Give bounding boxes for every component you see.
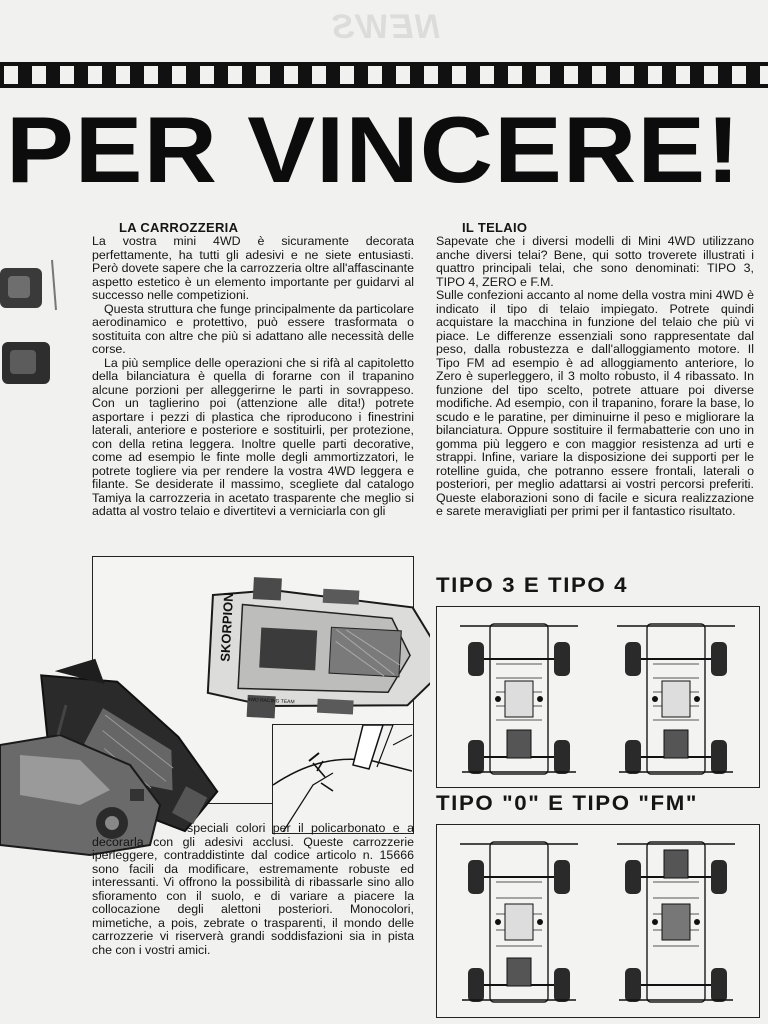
wheel [468,968,484,1002]
motor-housing [664,730,688,758]
bleed-through-text: NEWS [330,8,440,46]
checker-square [676,66,690,84]
wheel [711,968,727,1002]
carrozzeria-title: LA CARROZZERIA [119,220,239,235]
diagram-title-tipo-3-4: TIPO 3 E TIPO 4 [436,574,629,597]
wheel [625,968,641,1002]
checker-square [284,66,298,84]
screw [652,919,658,925]
checker-square [732,66,746,84]
battery-holder [505,904,533,940]
wheel [625,642,641,676]
wheel [711,642,727,676]
screw [537,919,543,925]
wheel [468,860,484,894]
checker-square [256,66,270,84]
screw [537,696,543,702]
checker-square [116,66,130,84]
checker-square [60,66,74,84]
carrozzeria-text [92,235,414,519]
wheel [468,740,484,774]
checker-square [312,66,326,84]
wheel [554,968,570,1002]
checker-square [704,66,718,84]
telaio-title: IL TELAIO [462,220,528,235]
battery-holder [505,681,533,717]
wheel [625,860,641,894]
motor-housing [507,730,531,758]
battery-holder [662,681,690,717]
checker-square [424,66,438,84]
wheel [711,860,727,894]
checker-square [480,66,494,84]
screw [652,696,658,702]
motor-housing [664,850,688,878]
car-body-text: SKORPION [217,592,237,663]
carrozzeria-paragraph: Questa struttura che funge principalmente da particolare aerodinamico e protettivo, può essere trasformata o sostituita con altre che più si adattano alle necessità delle corse. [92,301,414,356]
wheel [554,642,570,676]
wheel [554,860,570,894]
telaio-paragraph: Sapevate che i diversi modelli di Mini 4WD utilizzano anche diversi telai? Bene, qui sotto troverete illustrati i quattro principali telai, che sono denominati: TIPO 3, TIPO 4, ZERO e F.M. [436,234,754,289]
motor-housing [507,958,531,986]
diagram-title-tipo-0-fm: TIPO "0" E TIPO "FM" [436,792,699,815]
checker-square [564,66,578,84]
carrozzeria-text-continued [92,822,414,957]
car-body-small-text: 4WD RACING TEAM [247,696,295,706]
carrozzeria-paragraph: La vostra mini 4WD è sicuramente decorata perfettamente, ha tutti gli adesivi e ne siete entusiasti. Però dovete sapere che la carrozzeria oltre all'affascinante aspetto estetico è un elemento importante per guidarvi al successo nelle competizioni. [92,234,414,302]
checker-square [368,66,382,84]
wheel [554,740,570,774]
wheel [711,740,727,774]
page-headline: PER VINCERE! [6,97,742,202]
carrozzeria-paragraph: speciali colori per il policarbonato e a decorarla con gli adesivi acclusi. Queste carrozzerie iperleggere, contraddistinte dal codice articolo n. 15666 sono facili da modificare, estremamente robuste ed interessanti. Vi offrono la possibilità di ribassarle sino allo sfioramento con il suolo, e di variare a piacere la collocazione degli alettoni posteriori. Monocolori, mimetiche, a pois, zebrate o trasparenti, il mondo delle carrozzerie vi riserverà grandi soddisfazioni sia in pista che con i vostri amici. [92,821,414,957]
telaio-text [436,235,754,519]
checker-square [4,66,18,84]
checker-square [88,66,102,84]
carrozzeria-paragraph: La più semplice delle operazioni che si rifà al capitoletto della bilanciatura è quella di forarne con il trapanino alcune porzioni per alleggerirne le parti in sovrappeso. Con un taglierino poi (attenzione alle dita!) potrete asportare i pezzi di plastica che riproducono i finestrini laterali, anteriore e posteriore e sostituirli, per protezione, con della retina leggera. Inoltre quelle parti decorative, come ad esempio le finte molle degli ammortizzatori, le potrete togliere via per rendere la vostra 4WD leggera e filante. Se desiderate il massimo, scegliete dal catalogo Tamiya la carrozzeria in acetato trasparente che meglio si adatta al vostro telaio e divertitevi a verniciarla con gli [92,355,414,518]
cutter-drawing [273,725,412,832]
checker-square [144,66,158,84]
screw [495,696,501,702]
checker-square [508,66,522,84]
screw [495,919,501,925]
screw [694,696,700,702]
checker-square [536,66,550,84]
checkered-strip [0,62,768,88]
checker-square [228,66,242,84]
telaio-paragraph: Sulle confezioni accanto al nome della vostra mini 4WD è indicato il tipo di telaio impiegato. Potrete quindi acquistare la macchina in funzione del telaio che più vi piace. Le differenze essenziali sono rappresentate dal peso, dalla robustezza e dall'alloggiamento motore. Il Tipo FM ad esempio è ad alloggiamento anteriore, lo Zero è superleggero, il 3 molto robusto, il 4 ribassato. In funzione del tipo scelto, potrete attuare poi diverse modifiche. Ad esempio, con il trapanino, forare la base, lo scudo e le paratine, per diminuirne il peso e migliorare la bilanciatura. Oppure sostituire il fermabatterie con uno in gomma più leggero e con maggior resistenza ad urti e strappi. Infine, variare la disposizione dei supporti per le rotelline guida, che potranno essere frontali, laterali o posteriori, per meglio adattarsi ai vostri percorsi preferiti. Queste elaborazioni sono di facile e sicura realizzazione e sarete meravigliati per primi per il fantastico risultato. [436,288,754,518]
checker-square [452,66,466,84]
chassis-drawings [436,606,758,1016]
wheel [625,740,641,774]
left-edge-parts-photo [0,250,60,400]
screw [694,919,700,925]
battery-holder [662,904,690,940]
checker-square [200,66,214,84]
checker-square [648,66,662,84]
checker-square [340,66,354,84]
wheel [468,642,484,676]
checker-square [620,66,634,84]
checker-square [172,66,186,84]
checker-square [760,66,768,84]
checker-square [396,66,410,84]
checker-square [592,66,606,84]
checker-square [32,66,46,84]
